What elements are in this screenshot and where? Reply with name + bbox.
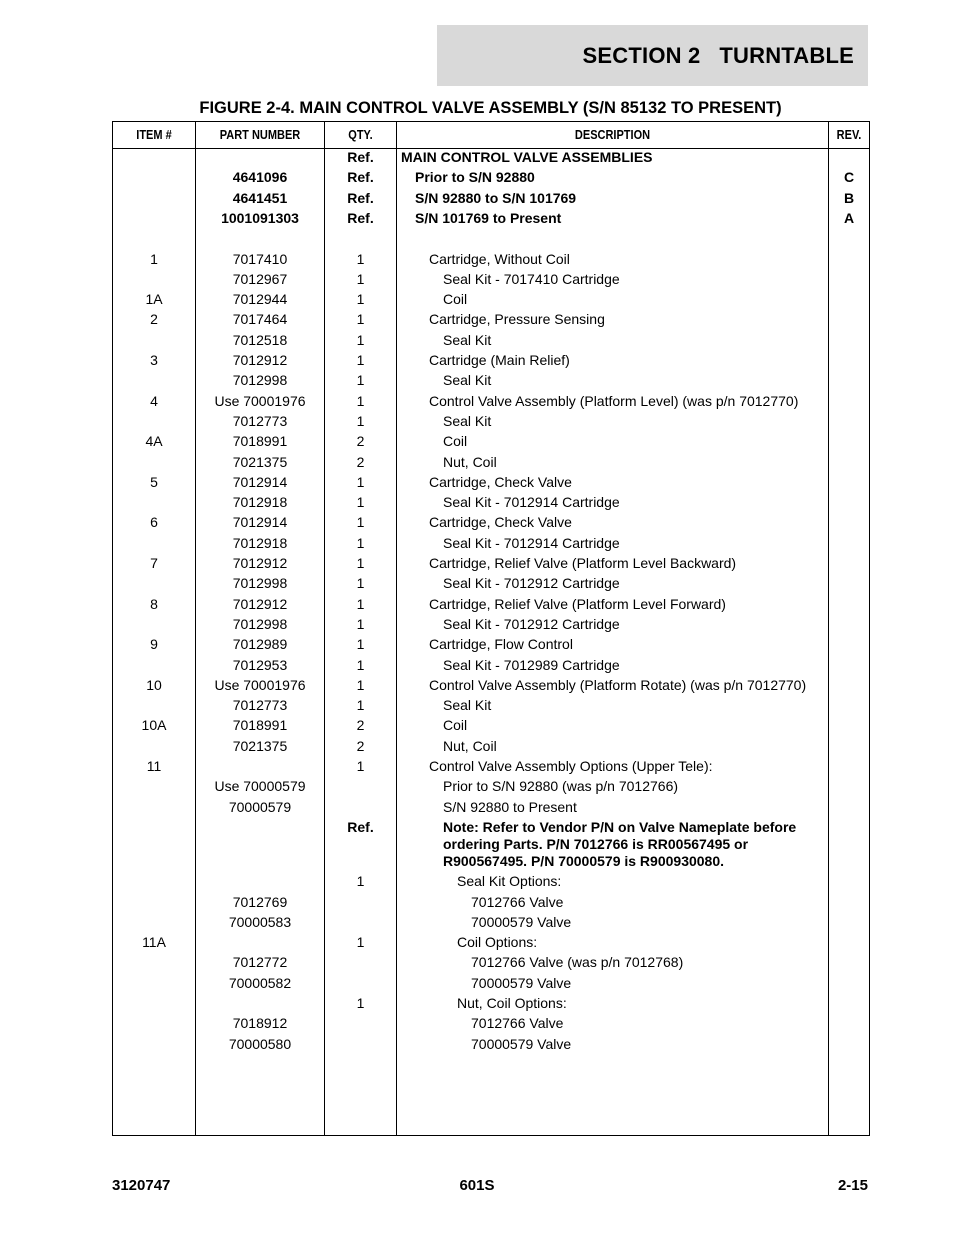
part-number-cell: 7018991 xyxy=(232,433,288,450)
part-number-cell: 7018991 xyxy=(232,717,288,734)
description-cell: Seal Kit - 7017410 Cartridge xyxy=(443,270,620,287)
part-number-cell: 70000583 xyxy=(228,913,292,930)
description-cell: MAIN CONTROL VALVE ASSEMBLIES xyxy=(401,149,653,165)
qty-cell: 2 xyxy=(356,717,365,734)
qty-cell: Ref. xyxy=(347,818,374,835)
description-cell: Cartridge, Relief Valve (Platform Level Forward) xyxy=(429,595,726,612)
part-number-cell: 7017464 xyxy=(232,311,288,328)
part-number-cell: Use 70001976 xyxy=(214,392,306,409)
part-number-cell: 4641451 xyxy=(232,189,288,206)
description-cell: S/N 92880 to S/N 101769 xyxy=(415,189,577,206)
item-number-cell: 10 xyxy=(146,676,162,693)
qty-cell: 1 xyxy=(356,873,365,890)
description-cell: S/N 101769 to Present xyxy=(415,209,562,226)
qty-cell: 1 xyxy=(356,555,365,571)
item-number-cell: 8 xyxy=(150,595,158,612)
description-cell: Control Valve Assembly Options (Upper Tele): xyxy=(429,758,713,774)
description-cell: Seal Kit - 7012914 Cartridge xyxy=(443,534,620,551)
rev-cell: A xyxy=(843,209,855,226)
qty-cell: 1 xyxy=(356,534,365,551)
description-cell: Prior to S/N 92880 xyxy=(415,169,535,186)
qty-cell: 1 xyxy=(356,311,365,328)
qty-cell: 1 xyxy=(356,270,365,287)
part-number-cell: 7012918 xyxy=(232,534,288,551)
description-cell: 7012766 Valve xyxy=(471,1015,564,1032)
qty-cell: 1 xyxy=(356,412,365,429)
item-number-cell: 1 xyxy=(150,250,158,267)
description-cell: Coil xyxy=(443,717,468,734)
description-cell: Cartridge, Flow Control xyxy=(429,636,573,653)
item-number-cell: 10A xyxy=(141,717,167,734)
part-number-cell: 7012518 xyxy=(232,331,288,348)
description-cell: Coil xyxy=(443,291,468,308)
footer-manual-number: 3120747 xyxy=(112,1177,171,1194)
column-divider xyxy=(828,121,829,1136)
qty-cell: 1 xyxy=(356,352,365,368)
qty-cell: 1 xyxy=(356,473,365,490)
qty-cell: 1 xyxy=(356,392,365,409)
qty-cell: 1 xyxy=(356,656,365,673)
description-cell: 70000579 Valve xyxy=(471,1035,572,1052)
qty-cell: 1 xyxy=(356,494,365,511)
part-number-cell: 1001091303 xyxy=(221,209,299,226)
description-cell: Cartridge, Check Valve xyxy=(429,473,572,490)
description-cell: Seal Kit xyxy=(443,412,492,429)
part-number-cell: 7012912 xyxy=(232,555,288,571)
qty-cell: 2 xyxy=(356,433,365,450)
part-number-cell: 7012998 xyxy=(232,615,288,632)
part-number-cell: 7012944 xyxy=(232,291,288,308)
description-cell: Control Valve Assembly (Platform Rotate) (was p/n 7012770) xyxy=(429,676,807,693)
part-number-cell: 7012998 xyxy=(232,575,288,592)
qty-cell: 1 xyxy=(356,636,365,653)
part-number-cell: Use 70001976 xyxy=(214,676,306,693)
description-cell: Coil xyxy=(443,433,468,450)
description-cell: Seal Kit xyxy=(443,372,492,389)
item-number-cell: 4A xyxy=(145,433,163,450)
description-cell: Note: Refer to Vendor P/N on Valve Nameplate before ordering Parts. P/N 7012766 is RR00567495 or R900567495. P/N 70000579 is R900930080. xyxy=(443,818,797,869)
description-cell: Cartridge, Check Valve xyxy=(429,514,572,531)
rev-cell: B xyxy=(843,189,855,206)
qty-cell: 1 xyxy=(356,758,365,774)
part-number-cell: 4641096 xyxy=(232,169,288,186)
part-number-cell: 7012998 xyxy=(232,372,288,389)
footer-page-number: 2-15 xyxy=(837,1177,868,1194)
description-cell: Seal Kit Options: xyxy=(457,873,562,890)
qty-cell: 1 xyxy=(356,934,365,951)
description-cell: Cartridge (Main Relief) xyxy=(429,352,570,368)
qty-cell: 1 xyxy=(356,291,365,308)
item-number-cell: 2 xyxy=(150,311,158,328)
description-cell: Cartridge, Relief Valve (Platform Level Backward) xyxy=(429,555,737,571)
description-cell: Nut, Coil xyxy=(443,737,497,754)
qty-cell: 1 xyxy=(356,995,365,1011)
description-cell: Seal Kit xyxy=(443,331,492,348)
item-number-cell: 3 xyxy=(150,352,158,368)
item-number-cell: 9 xyxy=(150,636,158,653)
figure-title: FIGURE 2-4. MAIN CONTROL VALVE ASSEMBLY (S/N 85132 TO PRESENT) xyxy=(199,99,782,117)
header-rev: REV. xyxy=(836,127,862,142)
part-number-cell: 70000582 xyxy=(228,974,292,991)
description-cell: Seal Kit - 7012914 Cartridge xyxy=(443,494,620,511)
part-number-cell: 7012773 xyxy=(232,697,288,714)
description-cell: Seal Kit xyxy=(443,697,492,714)
header-description: DESCRIPTION xyxy=(574,127,651,142)
item-number-cell: 1A xyxy=(145,291,163,308)
qty-cell: Ref. xyxy=(347,189,374,206)
part-number-cell: 7012967 xyxy=(232,270,288,287)
qty-cell: Ref. xyxy=(347,169,374,186)
qty-cell: 1 xyxy=(356,331,365,348)
qty-cell: 1 xyxy=(356,697,365,714)
part-number-cell: 7018912 xyxy=(232,1015,288,1032)
part-number-cell: 7012773 xyxy=(232,412,288,429)
rev-cell: C xyxy=(843,169,855,186)
part-number-cell: 7012918 xyxy=(232,494,288,511)
description-cell: Cartridge, Without Coil xyxy=(429,250,570,267)
part-number-cell: 7021375 xyxy=(232,453,288,470)
qty-cell: 2 xyxy=(356,737,365,754)
description-cell: 7012766 Valve xyxy=(471,893,564,910)
part-number-cell: 7012989 xyxy=(232,636,288,653)
qty-cell: Ref. xyxy=(347,209,374,226)
part-number-cell: 7012912 xyxy=(232,595,288,612)
description-cell: S/N 92880 to Present xyxy=(443,798,577,815)
part-number-cell: Use 70000579 xyxy=(214,778,306,795)
qty-cell: 2 xyxy=(356,453,365,470)
qty-cell: 1 xyxy=(356,250,365,267)
description-cell: Seal Kit - 7012989 Cartridge xyxy=(443,656,620,673)
header-part-number: PART NUMBER xyxy=(219,127,301,142)
qty-cell: 1 xyxy=(356,595,365,612)
header-qty: QTY. xyxy=(348,127,373,142)
qty-cell: 1 xyxy=(356,372,365,389)
section-header: SECTION 2 TURNTABLE xyxy=(437,25,868,86)
qty-cell: 1 xyxy=(356,676,365,693)
column-divider xyxy=(396,121,397,1136)
part-number-cell: 70000579 xyxy=(228,798,292,815)
item-number-cell: 5 xyxy=(150,473,158,490)
header-item: ITEM # xyxy=(136,127,172,142)
part-number-cell: 7012769 xyxy=(232,893,288,910)
item-number-cell: 6 xyxy=(150,514,158,531)
part-number-cell: 7012914 xyxy=(232,514,288,531)
part-number-cell: 70000580 xyxy=(228,1035,292,1052)
description-cell: 70000579 Valve xyxy=(471,974,572,991)
part-number-cell: 7012912 xyxy=(232,352,288,368)
qty-cell: 1 xyxy=(356,615,365,632)
item-number-cell: 7 xyxy=(150,555,158,571)
description-cell: Cartridge, Pressure Sensing xyxy=(429,311,605,328)
description-cell: Coil Options: xyxy=(457,934,538,951)
description-cell: Control Valve Assembly (Platform Level) (was p/n 7012770) xyxy=(429,392,799,409)
part-number-cell: 7017410 xyxy=(232,250,288,267)
description-cell: Seal Kit - 7012912 Cartridge xyxy=(443,615,620,632)
description-cell: 70000579 Valve xyxy=(471,913,572,930)
item-number-cell: 11 xyxy=(146,758,162,774)
item-number-cell: 11A xyxy=(142,934,166,951)
qty-cell: 1 xyxy=(356,575,365,592)
description-cell: Seal Kit - 7012912 Cartridge xyxy=(443,575,620,592)
description-cell: Prior to S/N 92880 (was p/n 7012766) xyxy=(443,778,679,795)
part-number-cell: 7012953 xyxy=(232,656,288,673)
qty-cell: Ref. xyxy=(347,149,374,165)
part-number-cell: 7012772 xyxy=(232,954,288,971)
part-number-cell: 7021375 xyxy=(232,737,288,754)
description-cell: Nut, Coil Options: xyxy=(457,995,567,1011)
description-cell: Nut, Coil xyxy=(443,453,497,470)
qty-cell: 1 xyxy=(356,514,365,531)
footer-model: 601S xyxy=(459,1177,495,1194)
description-cell: 7012766 Valve (was p/n 7012768) xyxy=(471,954,684,971)
item-number-cell: 4 xyxy=(150,392,158,409)
part-number-cell: 7012914 xyxy=(232,473,288,490)
